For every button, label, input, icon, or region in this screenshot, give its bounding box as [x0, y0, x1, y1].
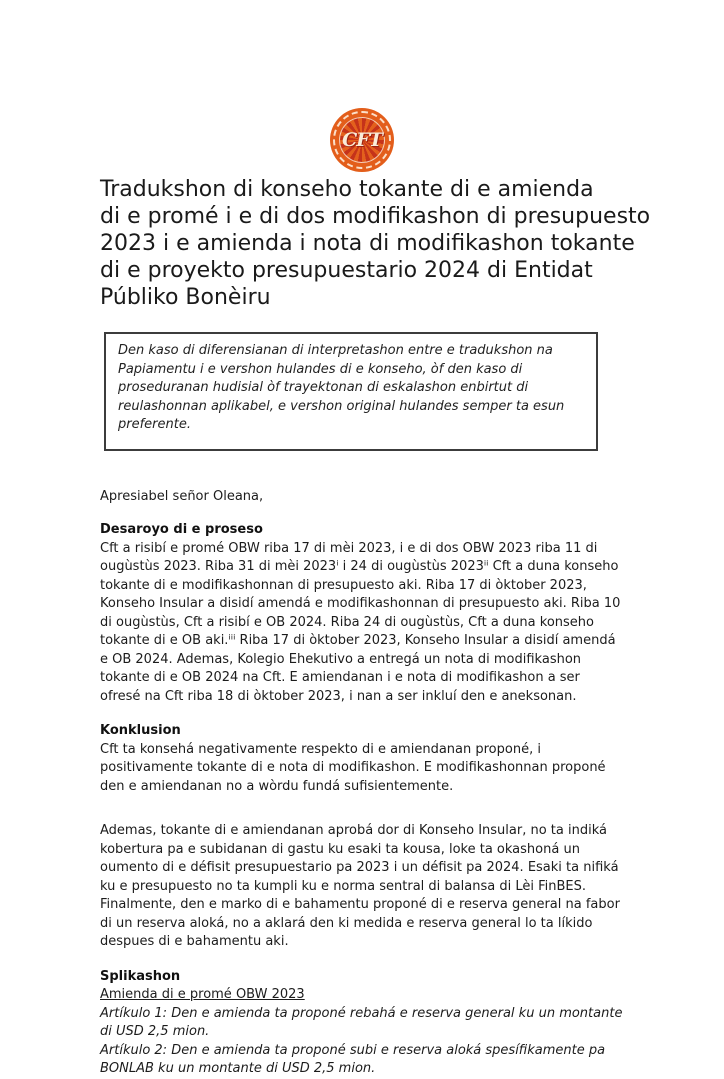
- paragraph-konklusion-1: Cft ta konsehá negativamente respekto di e amiendanan proponé, i positivamente tokante di e nota di modifikashon. E modifikashonnan proponé den e amiendanan no a wòrdu fundá sufisientemente.: [100, 741, 606, 794]
- cft-logo-letters: CFT: [342, 129, 382, 151]
- title-line-2: di e promé i e di dos modifikashon di presupuesto: [100, 204, 651, 229]
- document-content: [100, 176, 651, 1079]
- translation-disclaimer-box: Den kaso di diferensianan di interpretashon entre e tradukshon na Papiamentu i e vershon hulandes di e konseho, òf den kaso di proseduranan hudisial òf trayektonan di eskalashon enbirtut di reulashonnan aplikabel, e vershon original hulandes semper ta esun preferente.: [104, 332, 598, 451]
- section-heading-desaroyo: Desaroyo di e proseso: [100, 522, 263, 537]
- paragraph-konklusion-2: Ademas, tokante di e amiendanan aprobá dor di Konseho Insular, no ta indiká kobertura pa e subidanan di gastu ku esaki ta kousa, loke ta okashoná un oumento di e défisit presupuestario pa 2023 i un défisit pa 2024. Esaki ta nifiká ku e presupuesto no ta kumpli ku e norma sentral di balansa di Lèi FinBES. Finalmente, den e marko di e bahamentu proponé di e reserva general na fabor di un reserva aloká, no a aklará den ki medida e reserva general lo ta líkido despues di e bahamentu aki.: [100, 823, 620, 949]
- title-line-4: di e proyekto presupuestario 2024 di Entidat: [100, 258, 593, 283]
- section-heading-splikashon: Splikashon: [100, 968, 181, 984]
- subheading-amienda-obw-2023: Amienda di e promé OBW 2023: [100, 987, 305, 1002]
- document-title: [100, 176, 651, 311]
- article-2: Artíkulo 2: Den e amienda ta proponé subi e reserva aloká spesífikamente pa BONLAB ku un montante di USD 2,5 mion.: [100, 1042, 606, 1076]
- paragraph-desaroyo: Cft a risibí e promé OBW riba 17 di mèi 2023, i e di dos OBW 2023 riba 11 di ougùstùs 2023. Riba 31 di mèi 2023ⁱ i 24 di ougùstùs 2023ⁱⁱ Cft a duna konseho tokante di e modifikashonnan di presupuesto aki. Riba 17 di òktober 2023, Konseho Insular a disidí amendá e modifikashonnan di presupuesto aki. Riba 10 di ougùstùs, Cft a risibí e OB 2024. Riba 24 di ougùstùs, Cft a duna konseho tokante di e OB aki.ⁱⁱⁱ Riba 17 di òktober 2023, Konseho Insular a disidí amendá e OB 2024. Ademas, Kolegio Ehekutivo a entregá un nota di modifikashon tokante di e OB 2024 na Cft. E amiendanan i e nota di modifikashon a ser ofresé na Cft riba 18 di òktober 2023, i nan a ser inkluí den e aneksonan.: [100, 540, 621, 704]
- article-1: Artíkulo 1: Den e amienda ta proponé rebahá e reserva general ku un montante di USD 2,5 mion.: [100, 1005, 623, 1039]
- title-line-5: Públiko Bonèiru: [100, 285, 271, 310]
- salutation: Apresiabel señor Oleana,: [100, 488, 264, 504]
- title-line-1: Tradukshon di konseho tokante di e amienda: [100, 177, 594, 202]
- cft-logo: [330, 108, 394, 172]
- title-line-3: 2023 i e amienda i nota di modifikashon tokante: [100, 231, 635, 256]
- section-heading-konklusion: Konklusion: [100, 723, 181, 738]
